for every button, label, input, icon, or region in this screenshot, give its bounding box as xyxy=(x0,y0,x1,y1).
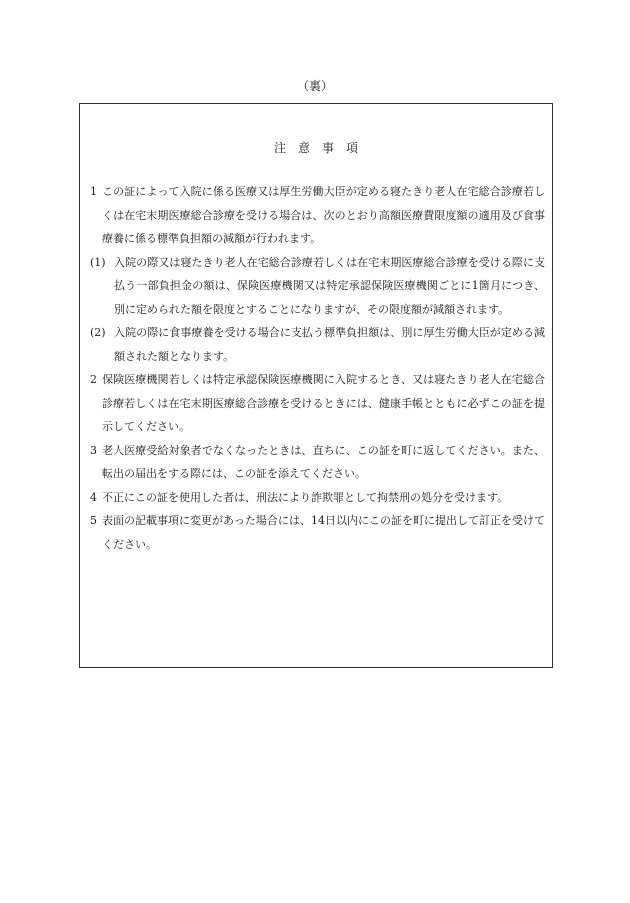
notice-body xyxy=(90,180,545,556)
notice-item-1 xyxy=(90,180,545,251)
item-number: 5 xyxy=(90,514,97,527)
subitem-text: 入院の際又は寝たきり老人在宅総合診療若しくは在宅末期医療総合診療を受ける際に支払う一部負担金の額は、保険医療機関又は特定承認保険医療機関ごとに1箇月につき、別に定められた額を限度とすることになりますが、その限度額が減額されます。 xyxy=(114,255,545,316)
notice-item-3 xyxy=(90,439,545,486)
page-side-label: （裏） xyxy=(296,79,333,93)
item-text: 不正にこの証を使用した者は、刑法により詐欺罪として拘禁刑の処分を受けます。 xyxy=(102,490,509,504)
notice-item-5 xyxy=(90,509,545,556)
notice-subitem-1 xyxy=(90,251,545,322)
subitem-text: 入院の際に食事療養を受ける場合に支払う標準負担額は、別に厚生労働大臣が定める減額された額となります。 xyxy=(114,326,545,363)
notice-box xyxy=(79,103,553,668)
item-number: 1 xyxy=(90,185,97,198)
notice-subitem-2 xyxy=(90,321,545,368)
item-text: 保険医療機関若しくは特定承認保険医療機関に入院するとき、又は寝たきり老人在宅総合診療若しくは在宅末期医療総合診療を受けるときには、健康手帳とともに必ずこの証を提示してください。 xyxy=(102,373,545,433)
notice-title: 注 意 事 項 xyxy=(273,141,358,155)
item-number: 4 xyxy=(90,490,97,504)
item-text: 表面の記載事項に変更があった場合には、14日以内にこの証を町に提出して訂正を受けてください。 xyxy=(102,514,545,551)
notice-item-4 xyxy=(90,486,545,510)
item-text: この証によって入院に係る医療又は厚生労働大臣が定める寝たきり老人在宅総合診療若しくは在宅末期医療総合診療を受ける場合は、次のとおり高額医療費限度額の適用及び食事療養に係る標準負担額の減額が行われます。 xyxy=(102,185,545,245)
subitem-number: (1) xyxy=(90,255,106,269)
notice-item-2 xyxy=(90,368,545,439)
item-number: 3 xyxy=(90,443,97,457)
subitem-number: (2) xyxy=(90,326,106,339)
item-text: 老人医療受給対象者でなくなったときは、直ちに、この証を町に返してください。また、転出の届出をする際には、この証を添えてください。 xyxy=(102,443,545,480)
item-number: 2 xyxy=(90,373,97,386)
